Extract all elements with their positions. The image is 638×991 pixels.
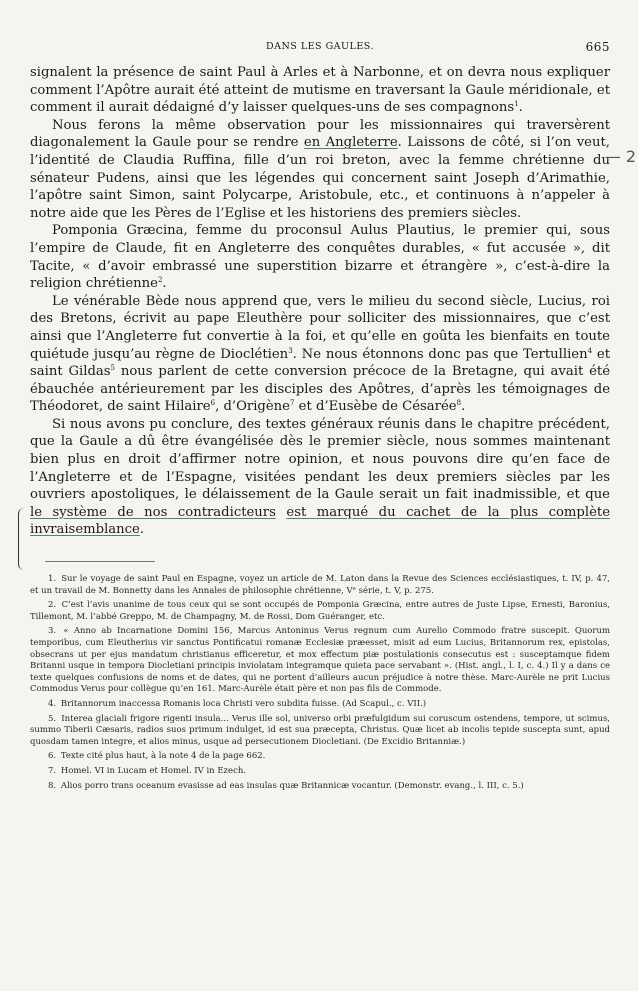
footnote-number: 8. <box>48 780 57 791</box>
text-run: Si nous avons pu conclure, des textes généraux réunis dans le chapitre précédent, que la Gaule a dû être évangélisée dès le premier siècle, nous sommes maintenant bien plus en droit d’affirmer notre opinion, et nous pouvons dire qu’en face de l’Angleterre et de l’Espagne, visitées pendant les deux premiers siècles par les ouvriers apostoliques, le délaissement de la Gaule serait un fait inadmissible, et que <box>30 416 610 503</box>
footnote-separator <box>45 561 155 562</box>
text-run: Le vénérable Bède nous apprend que, vers le milieu du second siècle, Lucius, roi des Bretons, écrivit au pape Eleuthère pour solliciter des missionnaires, que c’est ainsi que l’Angleterre fut convertie à la foi, et qu’elle en goûta les bienfaits en toute quiétude jusqu’au règne de Dioclétien <box>30 293 610 362</box>
footnote-ref: 4 <box>587 346 593 355</box>
text-run: . <box>162 276 167 292</box>
page-number: 665 <box>585 40 610 54</box>
footnote-number: 5. <box>48 713 57 724</box>
footnote-ref: 7 <box>289 399 295 408</box>
text-run: . <box>139 522 145 538</box>
body-text <box>30 64 610 539</box>
footnote-ref: 2 <box>157 276 163 285</box>
running-title: DANS LES GAULES. <box>266 41 374 52</box>
text-run: . Laissons de côté, si l’on veut, l’identité de Claudia Ruffina, fille d’un roi breton, avec la femme chrétienne du sénateur Pudens, ainsi que les légendes qui concernent saint Joseph d’Arimathie, l’apôtre saint Simon, saint Polycarpe, Aristobule, etc., et continuons à n’appeler à notre aide que les Pères de l’Eglise et les historiens des premiers siècles. <box>30 135 610 221</box>
footnote-text: Britannorum inaccessa Romanis loca Christi vero subdita fuisse. (Ad Scapul., c. VII.) <box>60 698 427 709</box>
underlined-passage: en Angleterre <box>303 135 398 151</box>
text-run: et saint Gildas <box>30 346 610 380</box>
text-run: Nous ferons la même observation pour les missionnaires qui traversèrent diagonalement la Gaule pour se rendre <box>30 117 610 151</box>
text-run: nous parlent de cette conversion précoce de la Bretagne, qui avait été ébauchée antérieurement par les disciples des Apôtres, d’après les témoignages de Théodoret, de saint Hilaire <box>30 364 611 415</box>
footnote-ref: 1 <box>514 100 519 109</box>
page <box>30 40 610 795</box>
footnote-text: Sur le voyage de saint Paul en Espagne, voyez un article de M. Laton dans la Revue des Sciences ecclésiastiques, t. IV, p. 47, et un travail de M. Bonnetty dans les Annales de philosophie chrétienne, Vᵉ série, t. V, p. 275. <box>30 574 610 596</box>
footnote-text: Homel. VI in Lucam et Homel. IV in Ezech. <box>60 765 247 776</box>
footnotes <box>30 574 610 792</box>
text-run: . Ne nous étonnons donc pas que Tertullien <box>292 346 588 362</box>
footnote <box>30 714 610 749</box>
footnote <box>30 600 610 623</box>
underlined-passage: le système de nos contradicteurs <box>30 504 276 520</box>
running-header <box>30 40 610 54</box>
margin-bracket <box>18 508 27 570</box>
footnote-text: Texte cité plus haut, à la note 4 de la page 662. <box>60 751 266 762</box>
footnote-text: C’est l’avis unanime de tous ceux qui se sont occupés de Pomponia Græcina, entre autres de Juste Lipse, Ernesti, Baronius, Tillemont, M. l’abbé Greppo, M. de Champagny, M. de Rossi, Dom Guéranger, etc. <box>30 600 611 622</box>
footnote-number: 3. <box>48 626 57 637</box>
paragraph-1 <box>30 64 610 117</box>
footnote <box>30 699 610 711</box>
footnote-number: 4. <box>48 698 57 709</box>
text-run: et d’Eusèbe de Césarée <box>294 399 457 415</box>
footnote <box>30 751 610 763</box>
paragraph-5 <box>30 416 610 539</box>
footnote <box>30 574 610 597</box>
footnote-number: 7. <box>48 765 57 776</box>
text-run: signalent la présence de saint Paul à Arles et à Narbonne, et on devra nous expliquer comment l’Apôtre aurait été atteint de mutisme en traversant la Gaule méridionale, et comment il aurait dédaigné d’y laisser quelques-uns de ses compagnons <box>30 65 610 116</box>
footnote-text: Interea glaciali frigore rigenti insula... Verus ille sol, universo orbi præfulgidum sui coruscum ostendens, tempore, ut scimus, summo Tiberii Cæsaris, radios suos primum indulget, id est sua præcepta, Christus. Quæ licet ab incolis tepide suscepta sunt, apud quosdam tamen integre, et alios minus, usque ad persecutionem Diocletiani. (De Excidio Britanniæ.) <box>30 713 611 747</box>
footnote-ref: 8 <box>456 399 462 408</box>
footnote-number: 2. <box>48 600 57 611</box>
text-run: , d’Origène <box>215 399 290 415</box>
footnote-ref: 3 <box>288 346 293 355</box>
text-run: . <box>518 100 523 116</box>
text-run: Pomponia Græcina, femme du proconsul Aulus Plautius, le premier qui, sous l’empire de Claude, fit en Angleterre des conquêtes durables, « fut accusée », dit Tacite, « d’avoir embrassé une superstition bizarre et étrangère », c’est-à-dire la religion chrétienne <box>30 223 610 292</box>
footnote <box>30 626 610 696</box>
paragraph-3 <box>30 222 610 292</box>
margin-note: — 2 <box>604 147 636 166</box>
footnote-number: 6. <box>48 751 57 762</box>
footnote <box>30 781 610 793</box>
text-run: . <box>461 399 466 415</box>
paragraph-4 <box>30 293 610 416</box>
paragraph-2 <box>30 117 610 223</box>
footnote-text: « Anno ab Incarnatione Domini 156, Marcus Antoninus Verus regnum cum Aurelio Commodo fratre suscepit. Quorum temporibus, cum Eleutherius vir sanctus Pontificatui romanæ Ecclesiæ præesset, misit ad eum Lucius, Britannorum rex, epistolas, obsecrans ut per ejus mandatum christianus efficeretur, et mox effectum piæ postulationis consecutus est : susceptamque fidem Britanni usque in tempora Diocletiani principis inviolatam integramque quieta pace servabant ». (Hist. angl., l. I, c. 4.) Il y a dans ce texte quelques confusions de noms et de dates, qui ne portent d’ailleurs aucun préjudice à notre thèse. Marc-Aurèle ne prit Lucius Commodus Verus pour collègue qu’en 161. Marc-Aurèle était père et non pas fils de Commode. <box>30 626 611 695</box>
footnote-text: Alios porro trans oceanum evasisse ad eas insulas quæ Britannicæ vocantur. (Demonstr. evang., l. III, c. 5.) <box>60 780 524 791</box>
footnote-number: 1. <box>48 574 57 585</box>
underlined-passage: est marqué du cachet de la plus complète invraisemblance <box>30 504 610 538</box>
footnote-ref: 6 <box>210 399 216 408</box>
footnote-ref: 5 <box>110 364 116 373</box>
footnote <box>30 766 610 778</box>
